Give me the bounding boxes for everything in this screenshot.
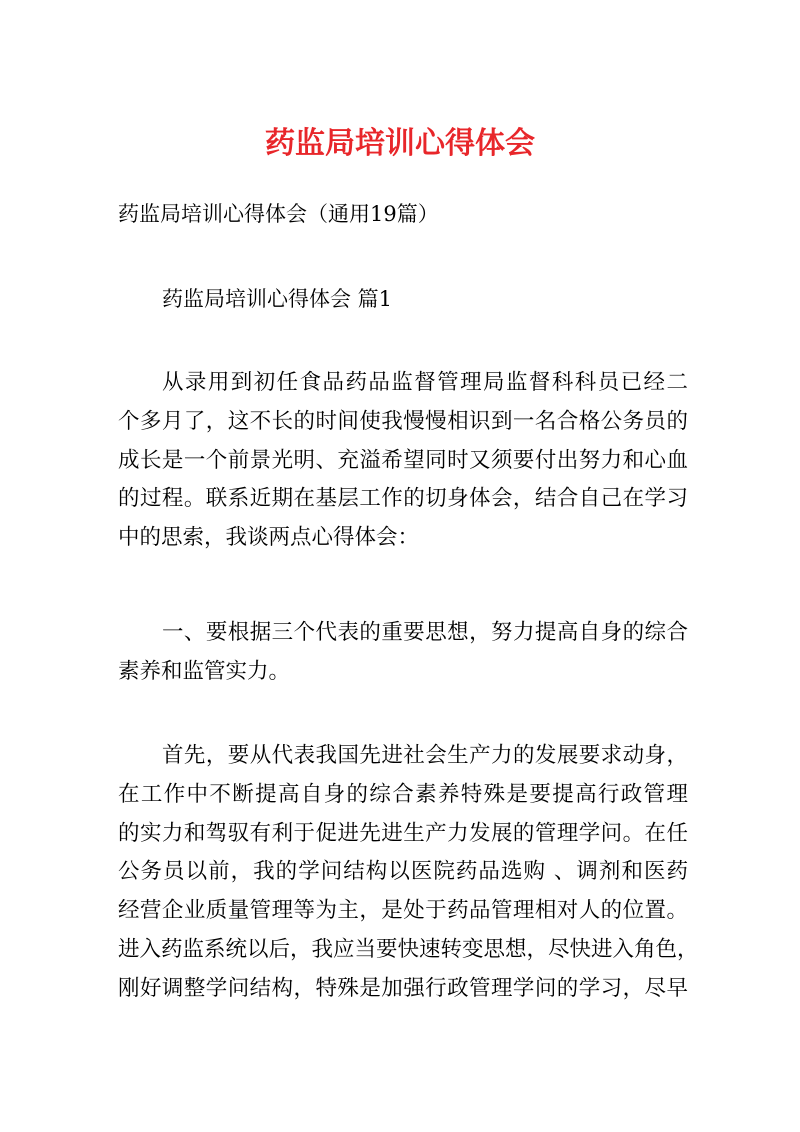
paragraph-line: 在工作中不断提高自身的综合素养特殊是要提高行政管理	[118, 781, 688, 807]
paragraph-line: 经营企业质量管理等为主，是处于药品管理相对人的位置。	[118, 898, 688, 924]
paragraph-line: 进入药监系统以后，我应当要快速转变思想，尽快进入角色，	[118, 936, 699, 962]
document-title: 药监局培训心得体会	[265, 126, 535, 161]
paragraph-point-one	[118, 614, 688, 692]
paragraph-line: 一、要根据三个代表的重要思想，努力提高自身的综合	[162, 620, 688, 645]
paragraph-line: 个多月了，这不长的时间使我慢慢相识到一名合格公务员的	[118, 408, 688, 434]
paragraph-line: 首先，要从代表我国先进社会生产力的发展要求动身，	[162, 743, 688, 768]
paragraph-first-point	[118, 737, 699, 1009]
paragraph-line: 中的思索，我谈两点心得体会：	[118, 525, 420, 551]
section-heading: 药监局培训心得体会 篇1	[162, 287, 393, 311]
paragraph-line: 成长是一个前景光明、充溢希望同时又须要付出努力和心血	[118, 447, 688, 473]
paragraph-line: 的实力和驾驭有利于促进先进生产力发展的管理学问。在任	[118, 820, 688, 846]
paragraph-intro	[118, 364, 688, 558]
paragraph-line: 素养和监管实力。	[118, 658, 291, 684]
paragraph-line: 从录用到初任食品药品监督管理局监督科科员已经二	[162, 370, 688, 395]
paragraph-line: 公务员以前，我的学问结构以医院药品选购 、调剂和医药	[118, 859, 688, 885]
paragraph-line: 刚好调整学问结构，特殊是加强行政管理学问的学习，尽早	[118, 975, 688, 1001]
paragraph-line: 的过程。联系近期在基层工作的切身体会，结合自己在学习	[118, 486, 688, 512]
document-subtitle: 药监局培训心得体会（通用19篇）	[118, 202, 439, 226]
